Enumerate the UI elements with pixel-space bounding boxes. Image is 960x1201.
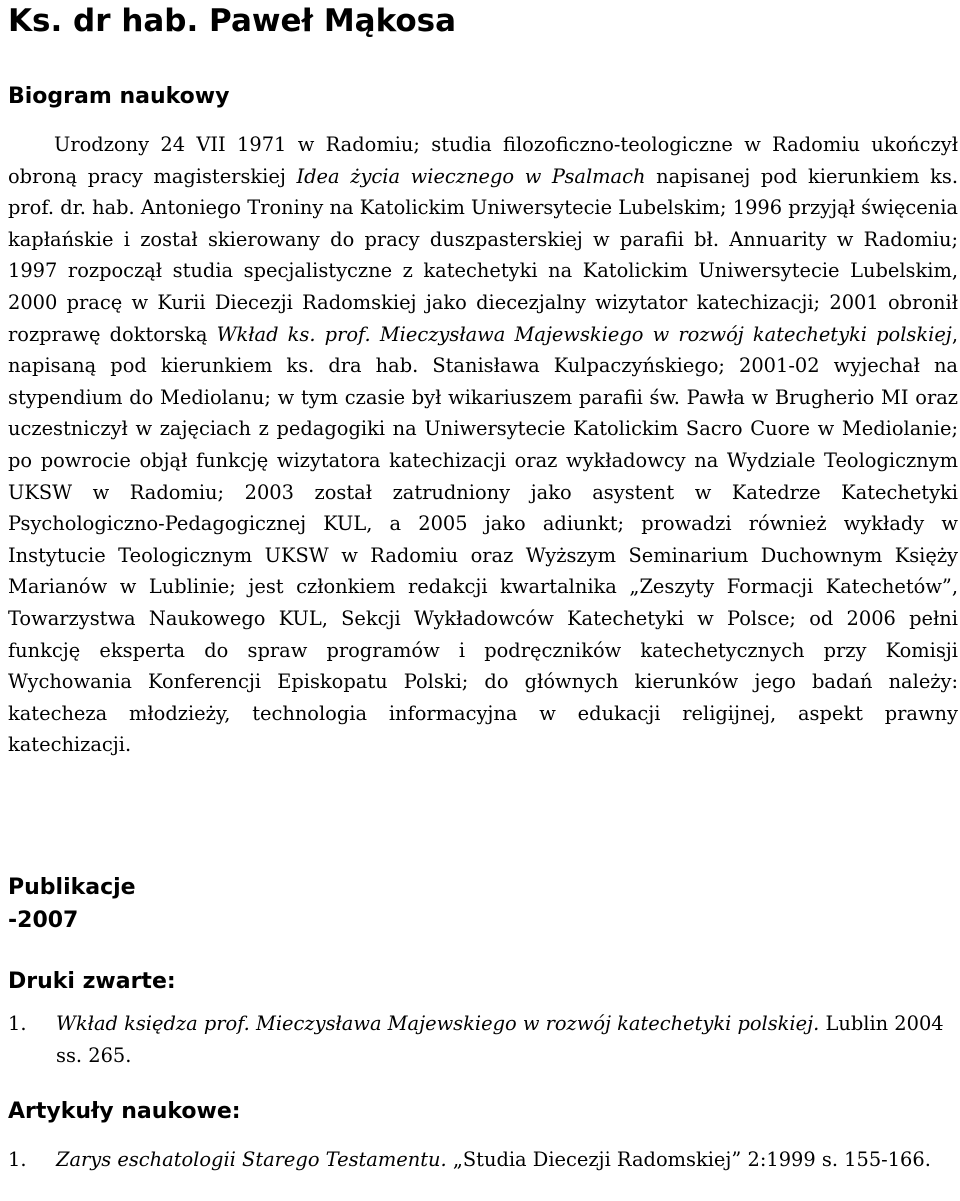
biogram-text-3: , napisaną pod kierunkiem ks. dra hab. Stanisława Kulpaczyńskiego; 2001-02 wyjechał na stypendium do Mediolanu; w tym czasie był wikariuszem parafii św. Pawła w Brugherio MI oraz uczestniczył w zajęciach z pedagogiki na Uniwersytecie Katolickim Sacro Cuore w Mediolanie; po powrocie objął funkcję wizytatora katechizacji oraz wykładowcy na Wydziale Teologicznym UKSW w Radomiu; 2003 został zatrudniony jako asystent w Katedrze Katechetyki Psychologiczno-Pedagogicznej KUL, a 2005 jako adiunkt; prowadzi również wykłady w Instytucie Teologicznym UKSW w Radomiu oraz Wyższym Seminarium Duchownym Księży Marianów w Lublinie; jest członkiem redakcji kwartalnika „Zeszyty Formacji Katechetów”, Towarzystwa Naukowego KUL, Sekcji Wykładowców Katechetyki w Polsce; od 2006 pełni funkcję eksperta do spraw programów i podręczników katechetycznych przy Komisji Wychowania Konferencji Episkopatu Polski; do głównych kierunków jego badań należy: katecheza młodzieży, technologia informacyjna w edukacji religijnej, aspekt prawny katechizacji.: [8, 322, 958, 757]
biogram-heading: Biogram naukowy: [8, 84, 230, 109]
biogram-text-2: napisanej pod kierunkiem ks. prof. dr. hab. Antoniego Troniny na Katolickim Uniwersytecie Lubelskim; 1996 przyjął święcenia kapłańskie i został skierowany do pracy duszpasterskiej w parafii bł. Annuarity w Radomiu; 1997 rozpoczął studia specjalistyczne z katechetyki na Katolickim Uniwersytecie Lubelskim, 2000 pracę w Kurii Diecezji Radomskiej jako diecezjalny wizytator katechizacji; 2001 obronił rozprawę doktorską: [8, 164, 959, 346]
publikacje-period: -2007: [8, 908, 79, 933]
list-item: [8, 1144, 958, 1176]
list-item-number: 1.: [8, 1012, 27, 1035]
page-title: Ks. dr hab. Paweł Mąkosa: [8, 3, 457, 39]
thesis-title-doctoral: Wkład ks. prof. Mieczysława Majewskiego w rozwój katechetyki polskiej: [216, 322, 952, 346]
publication-details: Lublin 2004 ss. 265.: [56, 1012, 944, 1067]
list-item: [8, 1008, 958, 1072]
artykuly-heading: Artykuły naukowe:: [8, 1099, 241, 1124]
biogram-text-1: Urodzony 24 VII 1971 w Radomiu; studia filozoficzno-teologiczne w Radomiu ukończył obroną pracy magisterskiej: [8, 133, 958, 188]
thesis-title-masters: Idea życia wiecznego w Psalmach: [296, 164, 646, 188]
article-details: „Studia Diecezji Radomskiej” 2:1999 s. 155-166.: [446, 1148, 931, 1171]
biogram-paragraph: [8, 129, 958, 761]
article-title: Zarys eschatologii Starego Testamentu.: [56, 1148, 447, 1171]
list-item-number: 1.: [8, 1148, 27, 1171]
publication-title: Wkład księdza prof. Mieczysława Majewskiego w rozwój katechetyki polskiej.: [56, 1012, 820, 1035]
druki-heading: Druki zwarte:: [8, 969, 176, 994]
publikacje-heading: Publikacje: [8, 875, 136, 900]
